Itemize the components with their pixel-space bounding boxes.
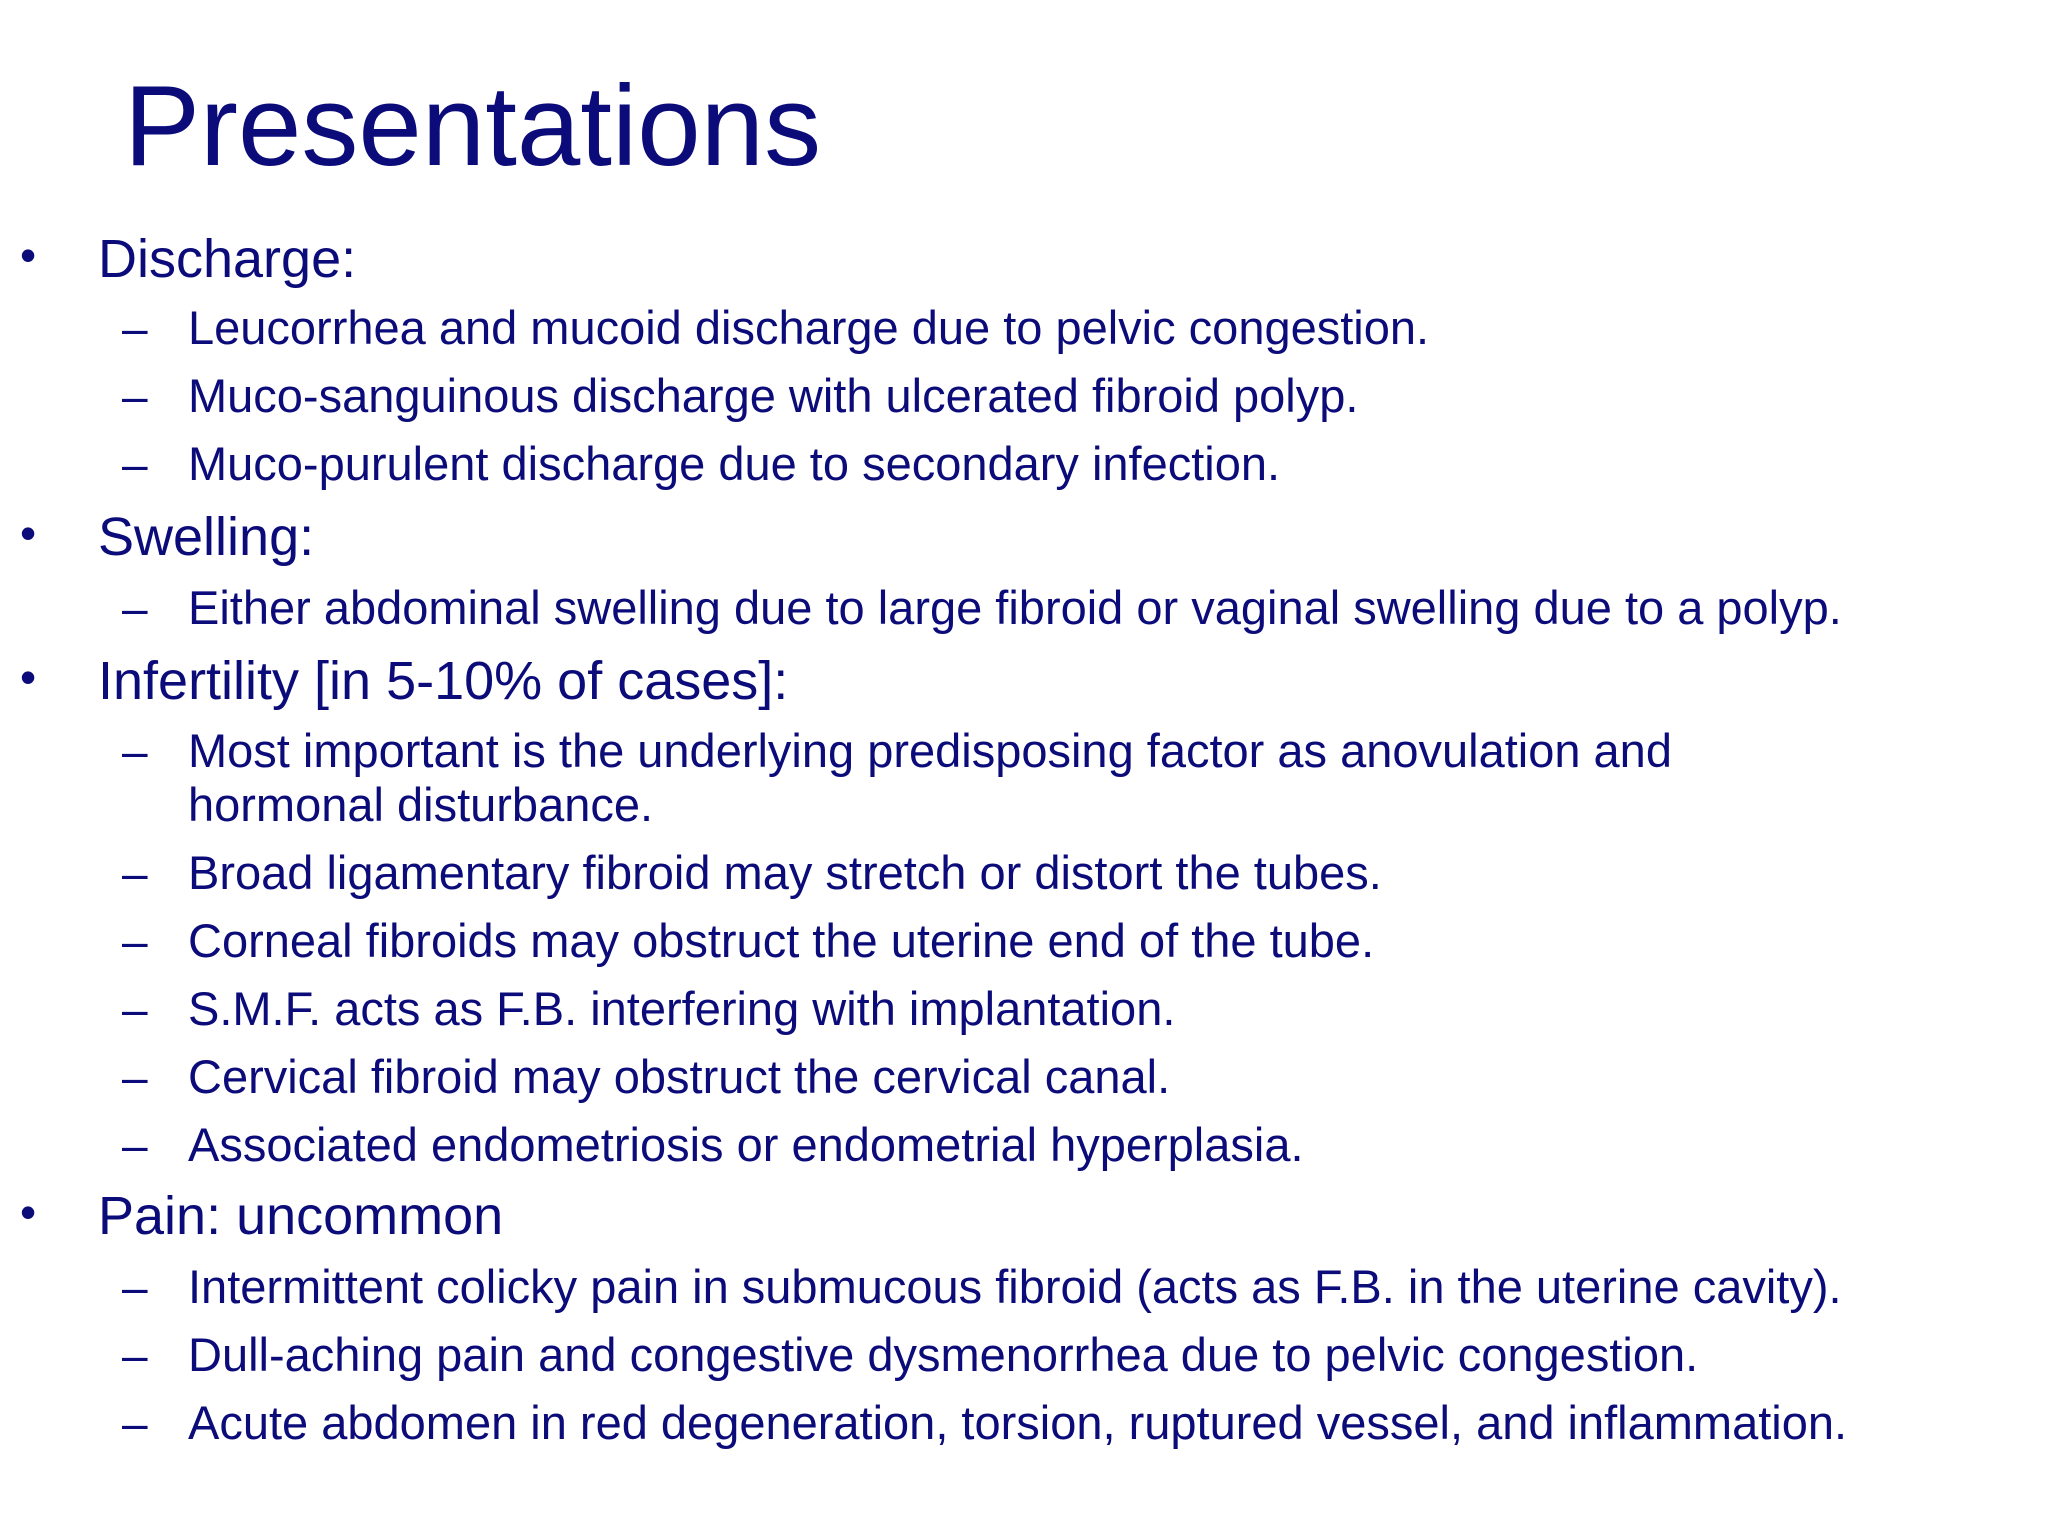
sub-item-text: Most important is the underlying predisposing factor as anovulation and bbox=[188, 724, 1672, 777]
dash-marker: – bbox=[122, 1119, 148, 1171]
sub-item-text: S.M.F. acts as F.B. interfering with implantation. bbox=[188, 982, 1176, 1035]
dash-marker: – bbox=[122, 438, 148, 490]
dash-marker: – bbox=[122, 983, 148, 1035]
bullet-marker: • bbox=[20, 229, 37, 281]
sub-item-text: Acute abdomen in red degeneration, torsion, ruptured vessel, and inflammation. bbox=[188, 1396, 1848, 1449]
dash-marker: – bbox=[122, 582, 148, 634]
bullet-heading: Swelling: bbox=[98, 507, 315, 567]
bullet-heading: Infertility [in 5-10% of cases]: bbox=[98, 651, 789, 711]
dash-marker: – bbox=[122, 1397, 148, 1449]
bullet-marker: • bbox=[20, 651, 37, 703]
sub-item-text: Dull-aching pain and congestive dysmenorrhea due to pelvic congestion. bbox=[188, 1328, 1699, 1381]
sub-item-text: hormonal disturbance. bbox=[188, 778, 654, 831]
sub-item-text: Leucorrhea and mucoid discharge due to pelvic congestion. bbox=[188, 301, 1430, 354]
sub-item-text: Cervical fibroid may obstruct the cervical canal. bbox=[188, 1050, 1171, 1103]
sub-item-text: Either abdominal swelling due to large fibroid or vaginal swelling due to a polyp. bbox=[188, 581, 1842, 634]
sub-item-text: Intermittent colicky pain in submucous fibroid (acts as F.B. in the uterine cavity). bbox=[188, 1260, 1842, 1313]
sub-item-text: Broad ligamentary fibroid may stretch or distort the tubes. bbox=[188, 846, 1382, 899]
dash-marker: – bbox=[122, 370, 148, 422]
sub-item-text: Muco-purulent discharge due to secondary infection. bbox=[188, 437, 1281, 490]
dash-marker: – bbox=[122, 847, 148, 899]
bullet-heading: Pain: uncommon bbox=[98, 1186, 504, 1246]
sub-item-text: Muco-sanguinous discharge with ulcerated fibroid polyp. bbox=[188, 369, 1359, 422]
sub-item-text: Associated endometriosis or endometrial hyperplasia. bbox=[188, 1118, 1304, 1171]
dash-marker: – bbox=[122, 1051, 148, 1103]
bullet-marker: • bbox=[20, 507, 37, 559]
bullet-marker: • bbox=[20, 1186, 37, 1238]
dash-marker: – bbox=[122, 915, 148, 967]
dash-marker: – bbox=[122, 302, 148, 354]
dash-marker: – bbox=[122, 725, 148, 777]
slide-title: Presentations bbox=[124, 63, 822, 190]
dash-marker: – bbox=[122, 1329, 148, 1381]
bullet-heading: Discharge: bbox=[98, 229, 357, 289]
dash-marker: – bbox=[122, 1261, 148, 1313]
sub-item-text: Corneal fibroids may obstruct the uterine end of the tube. bbox=[188, 914, 1375, 967]
